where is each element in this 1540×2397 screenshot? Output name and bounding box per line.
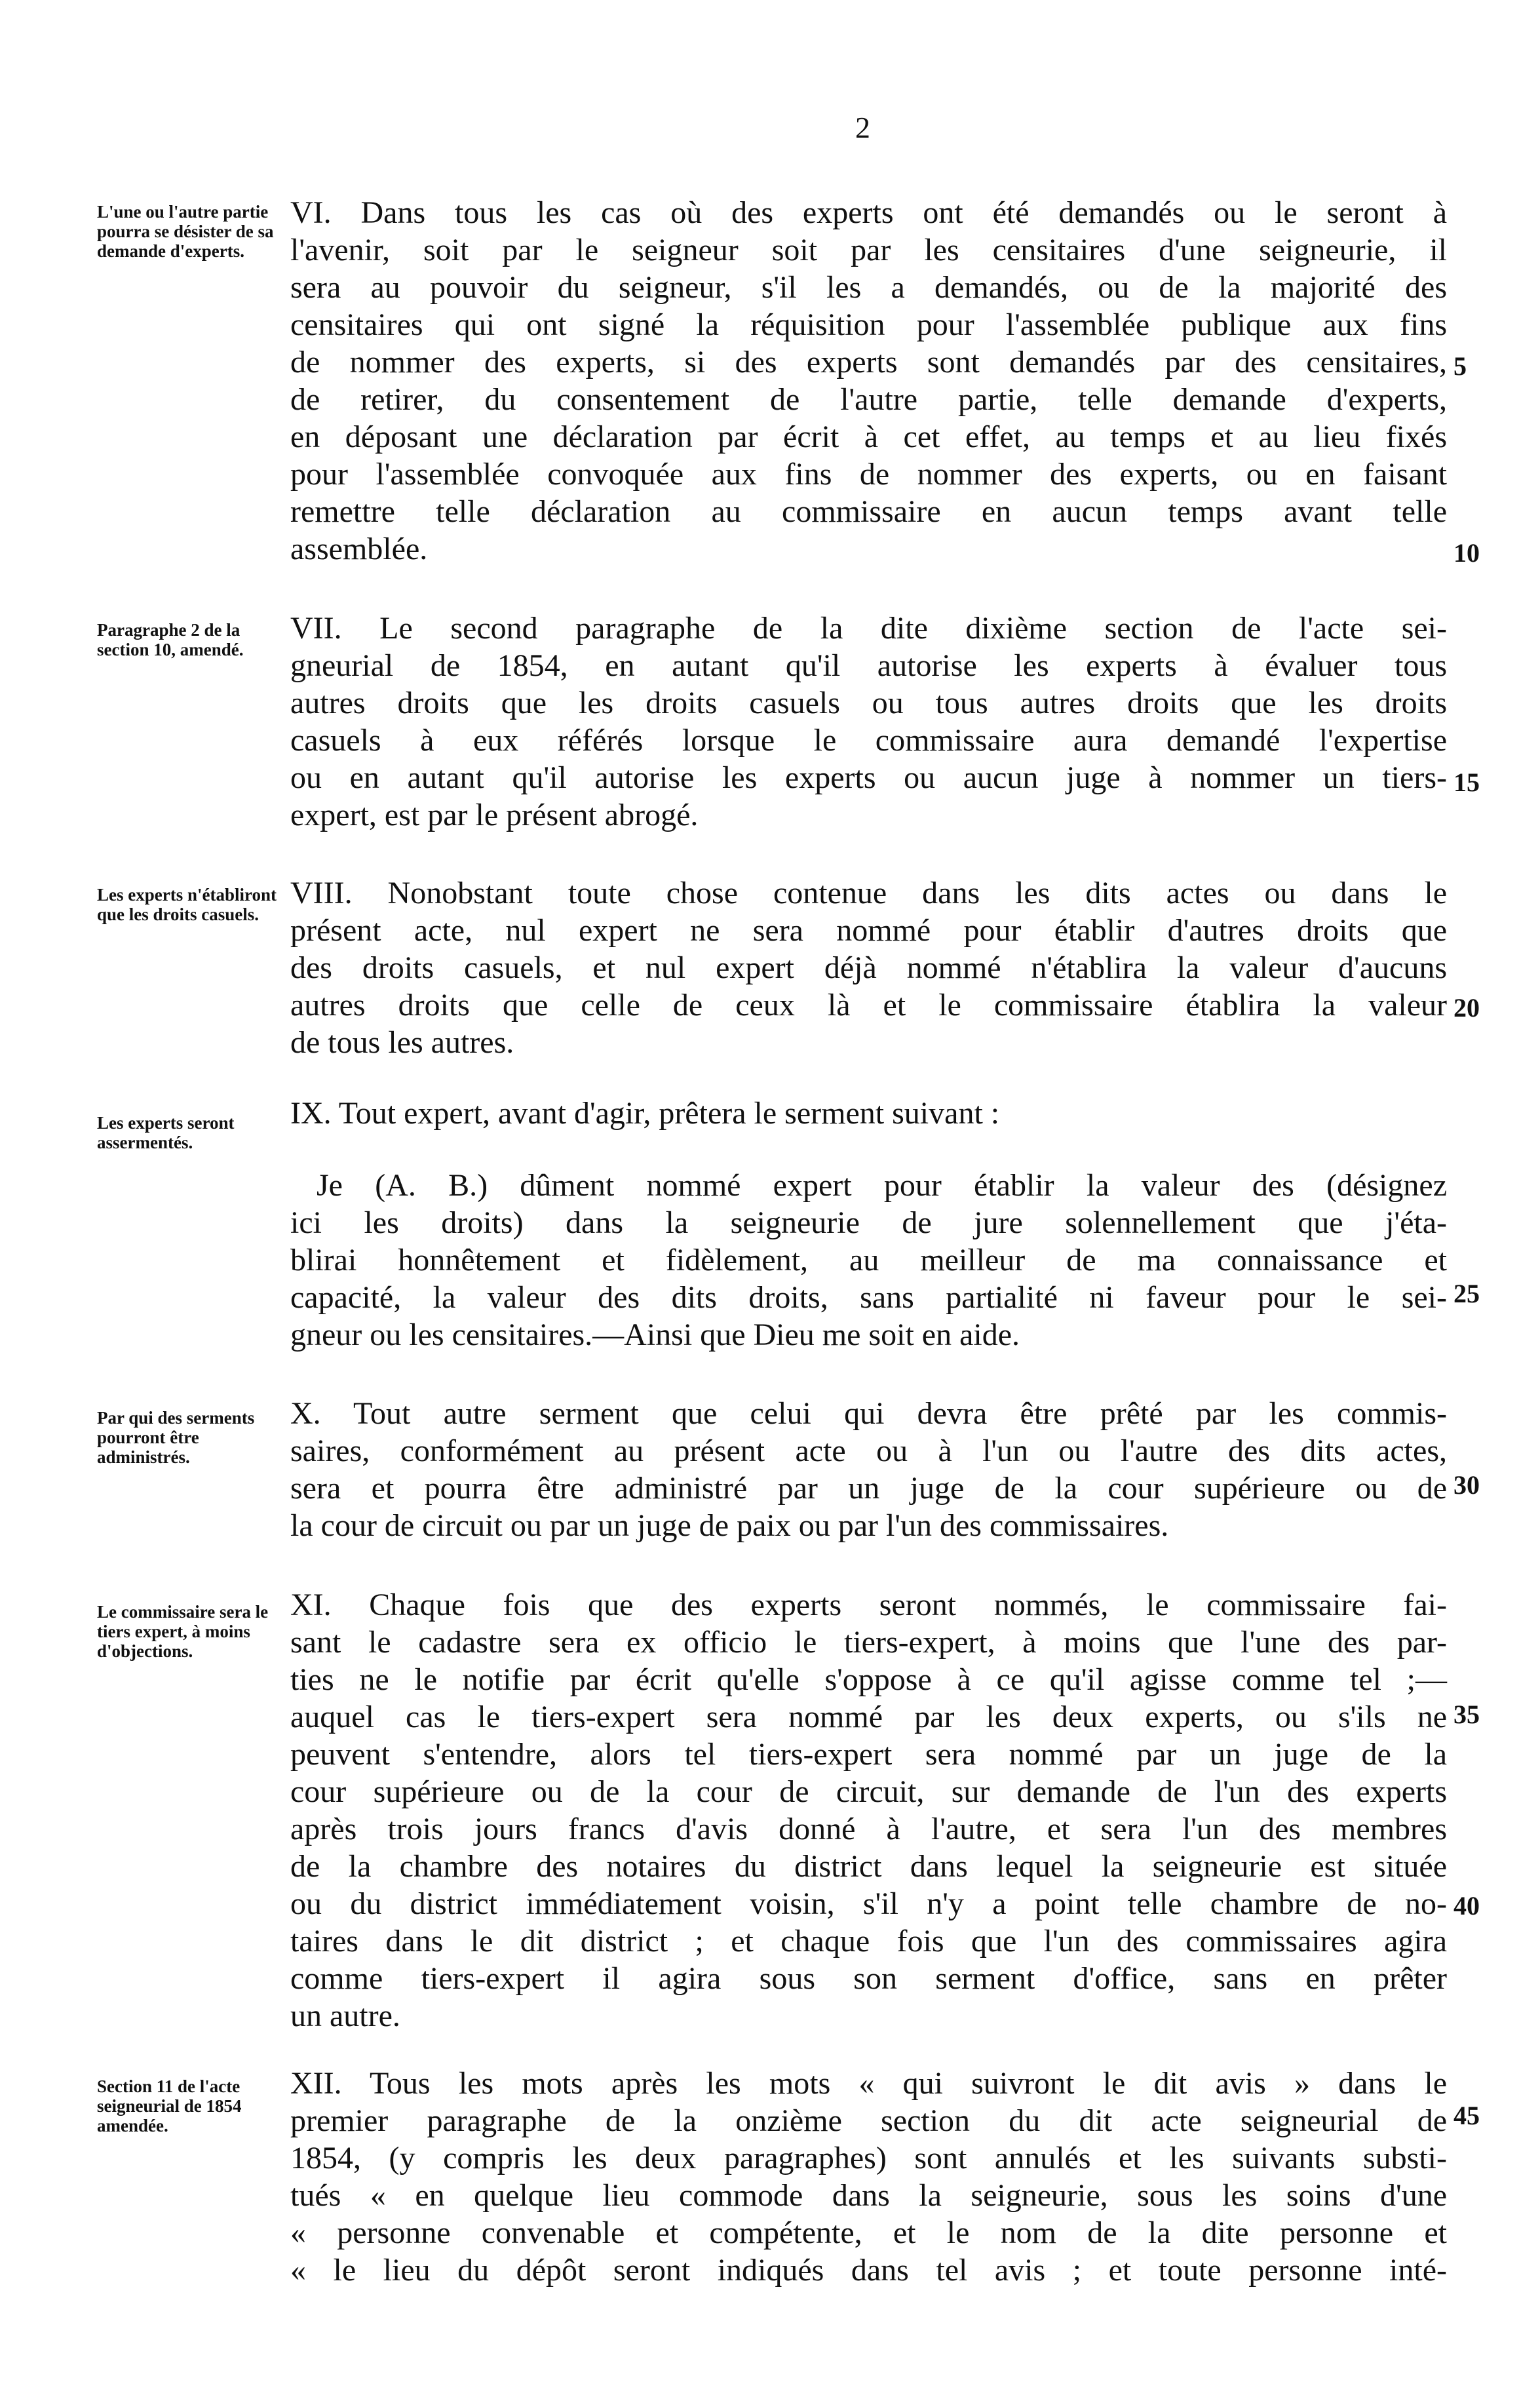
text-line: Je (A. B.) dûment nommé expert pour établir la valeur des (désignez bbox=[317, 1168, 1447, 1203]
line-number: 35 bbox=[1453, 1700, 1480, 1729]
text-line: blirai honnêtement et fidèlement, au meilleur de ma connaissance et bbox=[290, 1243, 1447, 1277]
line-number: 20 bbox=[1453, 993, 1480, 1023]
oath-text bbox=[290, 1167, 1447, 1354]
section-body bbox=[290, 1586, 1447, 2035]
text-line: présent acte, nul expert ne sera nommé pour établir d'autres droits que bbox=[290, 913, 1447, 948]
text-line: après trois jours francs d'avis donné à l'autre, et sera l'un des membres bbox=[290, 1812, 1447, 1846]
section-body bbox=[290, 610, 1447, 834]
text-line: VIII. Nonobstant toute chose contenue dans les dits actes ou dans le bbox=[290, 876, 1447, 910]
line-number: 40 bbox=[1453, 1891, 1480, 1920]
text-line: auquel cas le tiers-expert sera nommé par les deux experts, ou s'ils ne bbox=[290, 1700, 1447, 1734]
text-line: « personne convenable et compétente, et le nom de la dite personne et bbox=[290, 2215, 1447, 2250]
section-body bbox=[290, 2065, 1447, 2289]
text-line: taires dans le dit district ; et chaque fois que l'un des commissaires agira bbox=[290, 1924, 1447, 1959]
section-body bbox=[290, 1095, 1447, 1132]
margin-note: Le commissaire sera le tiers expert, à moins d'objections. bbox=[97, 1602, 269, 1661]
text-line: de retirer, du consentement de l'autre partie, telle demande d'experts, bbox=[290, 382, 1447, 417]
text-line: premier paragraphe de la onzième section du dit acte seigneurial de bbox=[290, 2103, 1447, 2138]
text-line: VI. Dans tous les cas où des experts ont été demandés ou le seront à bbox=[290, 195, 1447, 230]
text-line: autres droits que celle de ceux là et le commissaire établira la valeur bbox=[290, 988, 1447, 1023]
margin-note: L'une ou l'autre partie pourra se désister de sa demande d'experts. bbox=[97, 202, 274, 261]
text-line: XII. Tous les mots après les mots « qui suivront le dit avis » dans le bbox=[290, 2066, 1447, 2101]
text-line: X. Tout autre serment que celui qui devra être prêté par les commis- bbox=[290, 1396, 1447, 1431]
margin-note: Paragraphe 2 de la section 10, amendé. bbox=[97, 620, 244, 659]
text-line: sant le cadastre sera ex officio le tiers-expert, à moins que l'une des par- bbox=[290, 1625, 1447, 1660]
text-line: casuels à eux référés lorsque le commissaire aura demandé l'expertise bbox=[290, 723, 1447, 758]
text-line: des droits casuels, et nul expert déjà nommé n'établira la valeur d'aucuns bbox=[290, 950, 1447, 985]
text-line: tués « en quelque lieu commode dans la seigneurie, sous les soins d'une bbox=[290, 2178, 1447, 2213]
text-line: gneur ou les censitaires.—Ainsi que Dieu me soit en aide. bbox=[290, 1317, 1020, 1352]
text-line: sera au pouvoir du seigneur, s'il les a demandés, ou de la majorité des bbox=[290, 270, 1447, 305]
text-line: 1854, (y compris les deux paragraphes) sont annulés et les suivants substi- bbox=[290, 2141, 1447, 2175]
text-line: gneurial de 1854, en autant qu'il autorise les experts à évaluer tous bbox=[290, 648, 1447, 683]
margin-note: Les experts n'établiront que les droits casuels. bbox=[97, 885, 277, 924]
text-line: XI. Chaque fois que des experts seront nommés, le commissaire fai- bbox=[290, 1588, 1447, 1622]
text-line: autres droits que les droits casuels ou tous autres droits que les droits bbox=[290, 686, 1447, 720]
text-line: remettre telle déclaration au commissaire en aucun temps avant telle bbox=[290, 494, 1447, 529]
text-line: cour supérieure ou de la cour de circuit, sur demande de l'un des experts bbox=[290, 1774, 1447, 1809]
text-line: censitaires qui ont signé la réquisition pour l'assemblée publique aux fins bbox=[290, 307, 1447, 342]
line-number: 10 bbox=[1453, 538, 1480, 568]
margin-note: Section 11 de l'acte seigneurial de 1854 amendée. bbox=[97, 2076, 242, 2135]
text-line: ou en autant qu'il autorise les experts ou aucun juge à nommer un tiers- bbox=[290, 760, 1447, 795]
margin-note: Par qui des serments pourront être administrés. bbox=[97, 1408, 255, 1467]
text-line: un autre. bbox=[290, 1998, 400, 2033]
margin-note: Les experts seront assermentés. bbox=[97, 1113, 235, 1152]
text-line: « le lieu du dépôt seront indiqués dans tel avis ; et toute personne inté- bbox=[290, 2253, 1447, 2288]
line-number: 5 bbox=[1453, 351, 1467, 381]
text-line: VII. Le second paragraphe de la dite dixième section de l'acte sei- bbox=[290, 611, 1447, 646]
text-line: comme tiers-expert il agira sous son serment d'office, sans en prêter bbox=[290, 1961, 1447, 1996]
text-line: de tous les autres. bbox=[290, 1025, 514, 1060]
text-line: pour l'assemblée convoquée aux fins de nommer des experts, ou en faisant bbox=[290, 457, 1447, 492]
text-line: expert, est par le présent abrogé. bbox=[290, 798, 699, 832]
text-line: de la chambre des notaires du district dans lequel la seigneurie est située bbox=[290, 1849, 1447, 1884]
text-line: saires, conformément au présent acte ou à l'un ou l'autre des dits actes, bbox=[290, 1433, 1447, 1468]
text-line: ties ne le notifie par écrit qu'elle s'oppose à ce qu'il agisse comme tel ;— bbox=[290, 1662, 1447, 1697]
text-line: ici les droits) dans la seigneurie de jure solennellement que j'éta- bbox=[290, 1205, 1447, 1240]
line-number: 30 bbox=[1453, 1470, 1480, 1500]
text-line: capacité, la valeur des dits droits, sans partialité ni faveur pour le sei- bbox=[290, 1280, 1447, 1315]
text-line: sera et pourra être administré par un juge de la cour supérieure ou de bbox=[290, 1471, 1447, 1506]
text-line: peuvent s'entendre, alors tel tiers-expert sera nommé par un juge de la bbox=[290, 1737, 1447, 1772]
text-line: de nommer des experts, si des experts sont demandés par des censitaires, bbox=[290, 345, 1447, 380]
section-body bbox=[290, 874, 1447, 1061]
line-number: 15 bbox=[1453, 768, 1480, 797]
text-line: en déposant une déclaration par écrit à cet effet, au temps et au lieu fixés bbox=[290, 419, 1447, 454]
text-line: l'avenir, soit par le seigneur soit par les censitaires d'une seigneurie, il bbox=[290, 233, 1447, 267]
text-line: ou du district immédiatement voisin, s'il n'y a point telle chambre de no- bbox=[290, 1886, 1447, 1921]
line-number: 25 bbox=[1453, 1279, 1480, 1308]
page-number: 2 bbox=[855, 111, 870, 144]
text-line: assemblée. bbox=[290, 532, 428, 566]
text-line: la cour de circuit ou par un juge de paix ou par l'un des commissaires. bbox=[290, 1508, 1169, 1543]
line-number: 45 bbox=[1453, 2101, 1480, 2130]
section-body bbox=[290, 194, 1447, 568]
text-line: IX. Tout expert, avant d'agir, prêtera le serment suivant : bbox=[290, 1096, 1000, 1131]
section-body bbox=[290, 1395, 1447, 1544]
